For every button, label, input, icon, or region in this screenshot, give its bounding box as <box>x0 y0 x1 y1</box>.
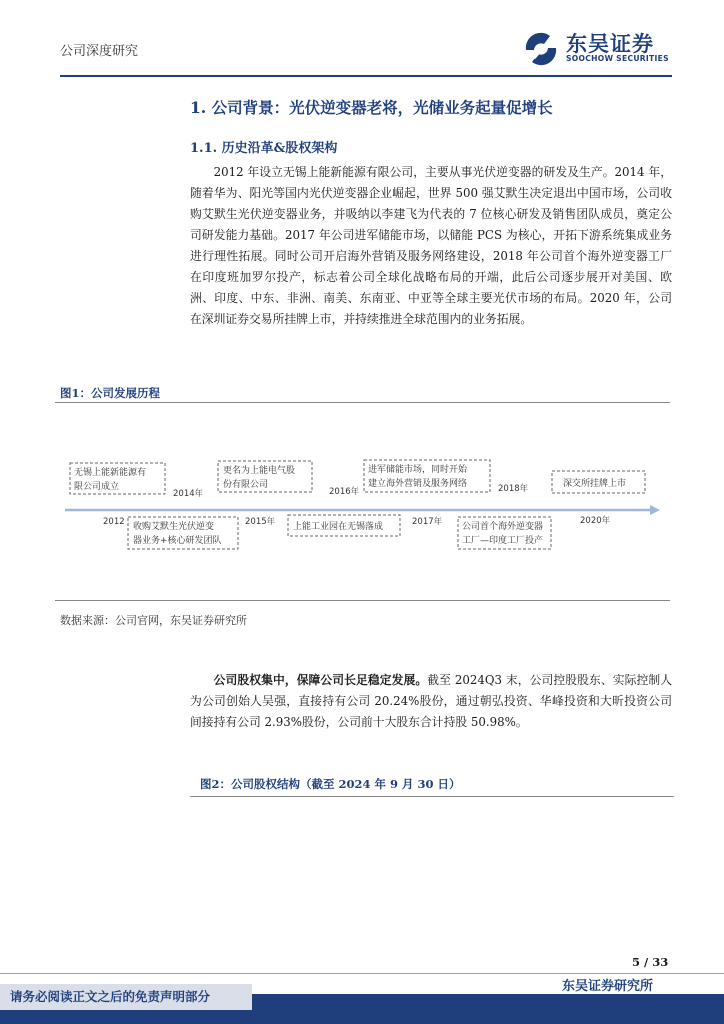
event-line: 深交所挂牌上市 <box>563 479 627 489</box>
timeline-arrow-icon <box>650 505 660 515</box>
timeline-year: 2017年 <box>412 517 443 527</box>
timeline-year: 2020年 <box>580 516 611 526</box>
equity-paragraph <box>190 670 672 733</box>
header-divider <box>60 75 672 77</box>
subsection-heading: 1.1. 历史沿革&股权架构 <box>190 141 338 156</box>
event-line: 公司首个海外逆变器 <box>462 522 544 532</box>
history-paragraph <box>190 162 672 330</box>
timeline-year: 2012 <box>103 517 125 527</box>
equity-paragraph-body <box>190 670 672 733</box>
figure2-rule <box>190 796 674 797</box>
event-line: 器业务+核心研发团队 <box>133 536 222 546</box>
event-line: 限公司成立 <box>74 482 120 492</box>
footer-divider <box>0 973 724 974</box>
timeline-event-bottom <box>458 517 551 549</box>
section-heading: 1. 公司背景：光伏逆变器老将，光储业务起量促增长 <box>190 98 553 117</box>
timeline-year: 2018年 <box>498 484 529 494</box>
timeline-event-top <box>364 460 490 492</box>
timeline-year: 2014年 <box>173 489 204 499</box>
event-line: 无锡上能新能源有 <box>74 468 147 478</box>
timeline-event-top <box>552 471 645 493</box>
logo-text-cn: 东吴证券 <box>566 32 654 56</box>
timeline-year: 2016年 <box>329 487 360 497</box>
event-line: 上能工业园在无锡落成 <box>293 522 384 532</box>
footer-brand: 东吴证券研究所 <box>562 979 654 994</box>
event-line: 份有限公司 <box>223 480 269 490</box>
figure1-top-rule <box>55 402 670 403</box>
event-line: 收购艾默生光伏逆变 <box>133 522 215 532</box>
development-timeline <box>55 440 670 570</box>
page-number: 5 / 33 <box>632 955 669 969</box>
disclaimer-text: 请务必阅读正文之后的免责声明部分 <box>10 989 211 1004</box>
footer-navy-bar <box>252 994 724 1024</box>
event-line: 进军储能市场，同时开始 <box>368 465 468 475</box>
soochow-logo-icon <box>520 28 562 70</box>
figure1-source: 数据来源：公司官网，东吴证券研究所 <box>60 614 247 627</box>
figure1-title: 图1：公司发展历程 <box>60 386 161 400</box>
logo-text-en: SOOCHOW SECURITIES <box>566 54 669 63</box>
history-paragraph-text: 2012 年设立无锡上能新能源有限公司，主要从事光伏逆变器的研发及生产。2014 年，随着华为、阳光等国内光伏逆变器企业崛起，世界 500 强艾默生决定退出中国市场，公司收购艾默生光伏逆变器业务，并吸纳以李建飞为代表的 7 位核心研发及销售团队成员，奠定公司研发能力基础。2017 年公司进军储能市场，以储能 PCS 为核心，开拓下游系统集成业务进行理性拓展。同时公司开启海外营销及服务网络建设，2018 年公司首个海外逆变器工厂在印度班加罗尔投产，标志着公司全球化战略布局的开端，此后公司逐步展开对美国、欧洲、印度、中东、非洲、南美、东南亚、中亚等全球主要光伏市场的布局。2020 年，公司在深圳证券交易所挂牌上市，并持续推进全球范围内的业务拓展。 <box>190 165 672 326</box>
equity-paragraph-lead: 公司股权集中，保障公司长足稳定发展。 <box>213 673 428 687</box>
equity-paragraph-text: 截至 2024Q3 末，公司控股股东、实际控制人为公司创始人吴强，直接持有公司 20.24%股份，通过朝弘投资、华峰投资和大昕投资公司间接持有公司 2.93%股份，公司前十大股东合计持股 50.98%。 <box>190 673 672 729</box>
footer-bottom-bar <box>0 1010 252 1024</box>
event-line: 更名为上能电气股 <box>223 466 296 476</box>
timeline-event-top <box>218 461 312 492</box>
timeline-event-bottom <box>288 515 400 536</box>
figure1-bottom-rule <box>55 600 670 601</box>
timeline-event-top <box>70 463 165 494</box>
figure2-title: 图2：公司股权结构（截至 2024 年 9 月 30 日） <box>200 777 461 791</box>
report-type-label: 公司深度研究 <box>60 44 139 59</box>
event-line: 建立海外营销及服务网络 <box>368 479 468 489</box>
timeline-year: 2015年 <box>245 517 276 527</box>
event-line: 工厂—印度工厂投产 <box>462 536 544 546</box>
company-logo <box>520 28 680 70</box>
timeline-event-bottom <box>128 517 238 549</box>
